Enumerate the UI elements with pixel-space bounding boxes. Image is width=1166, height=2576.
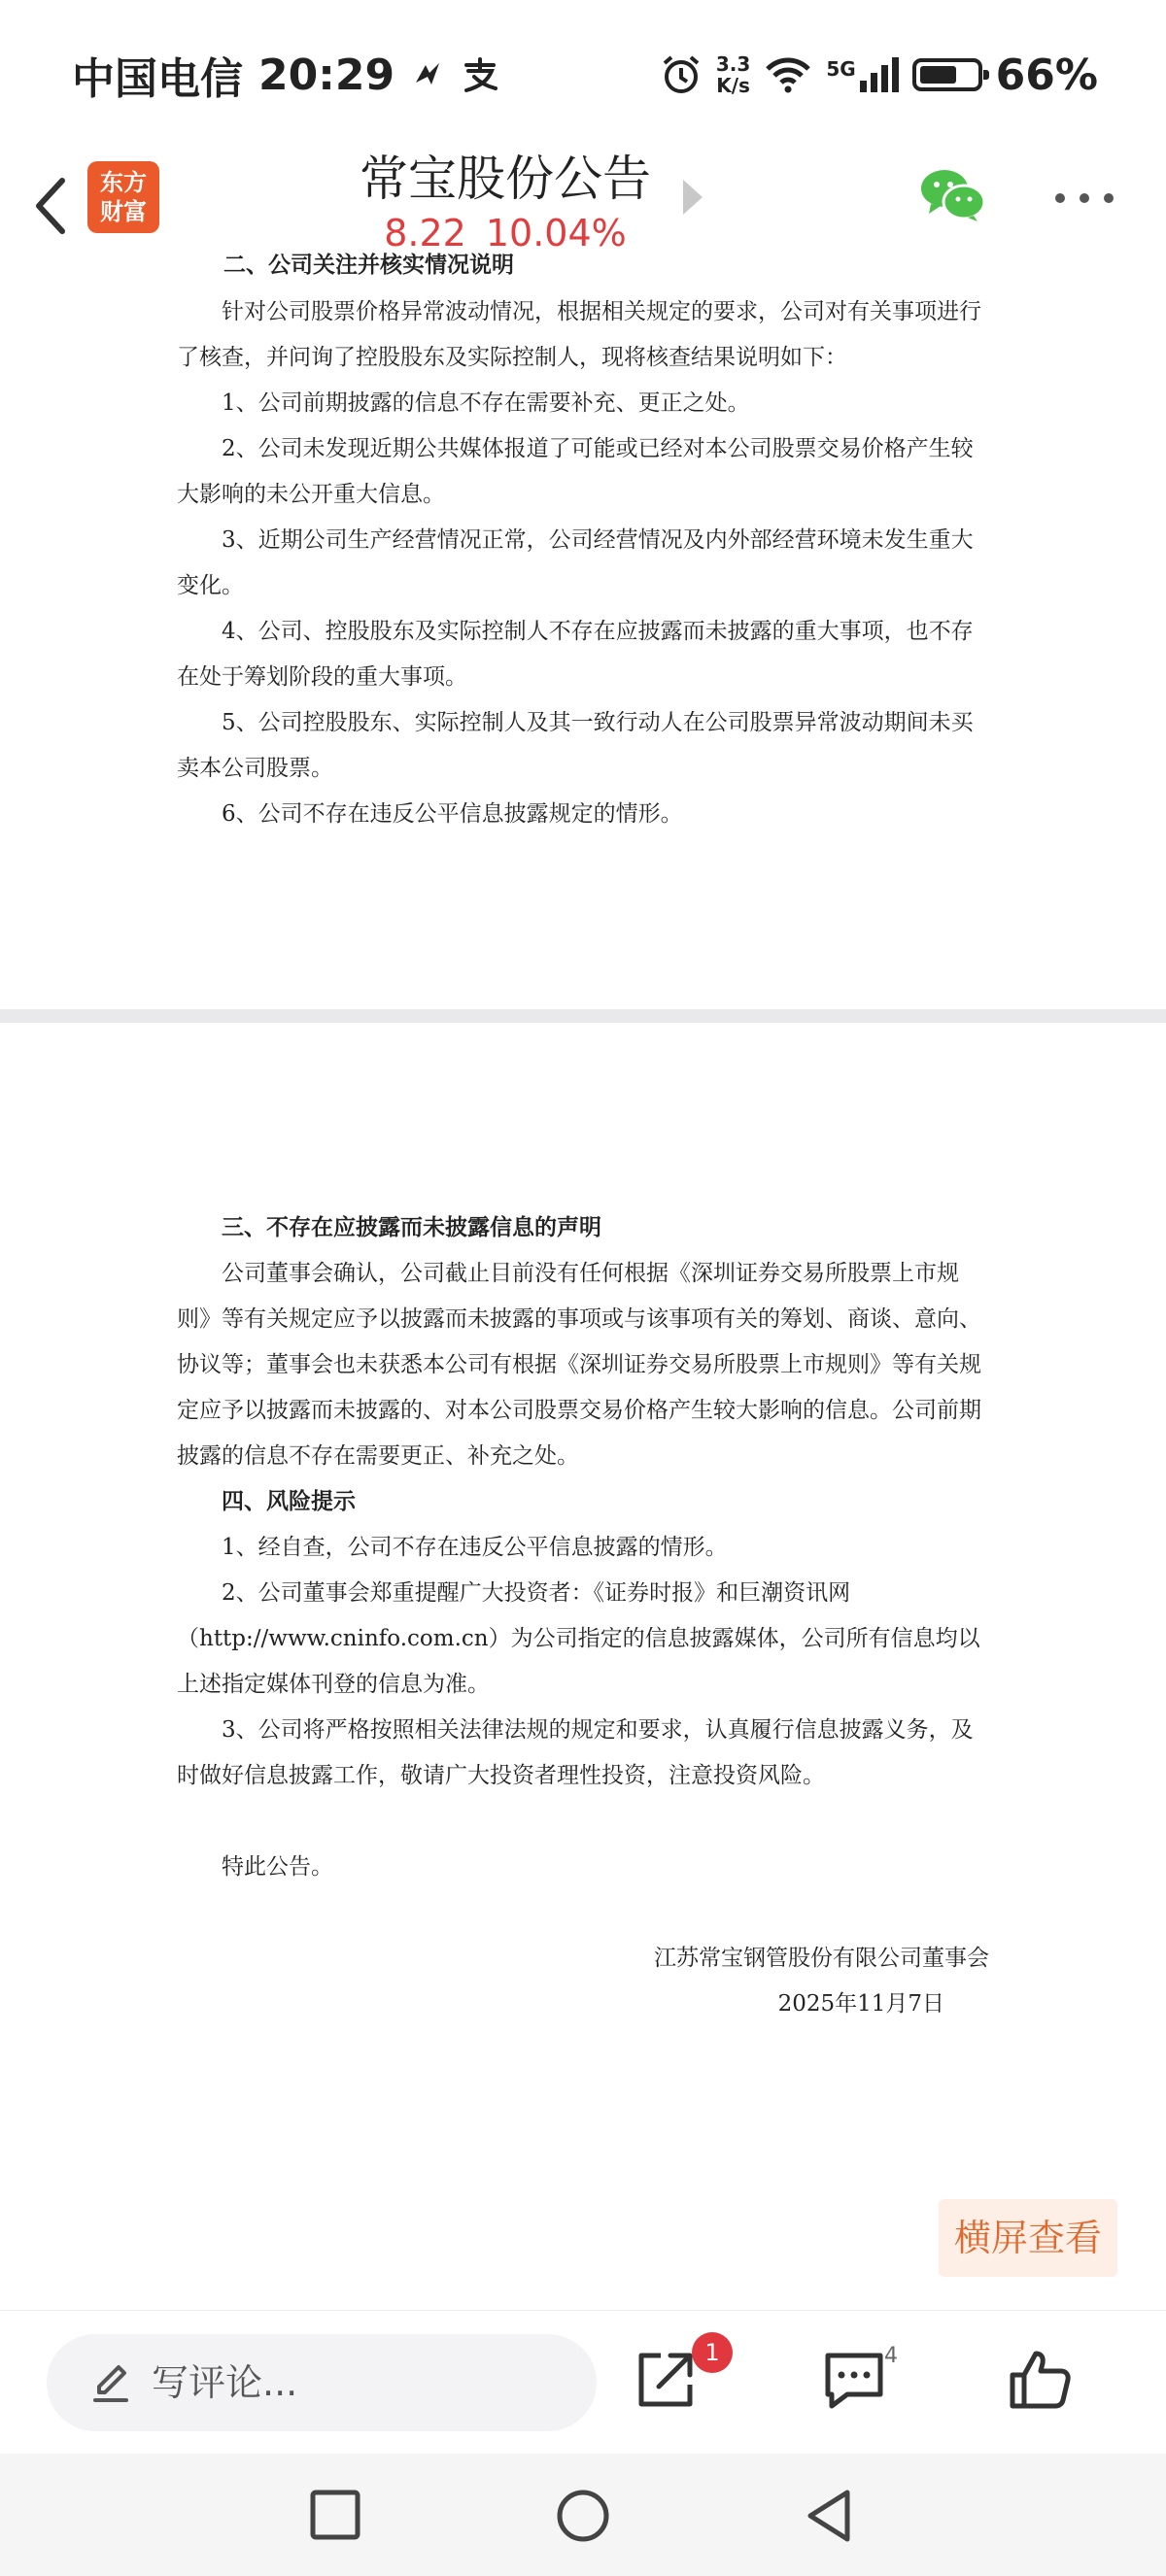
network-type: 5G bbox=[826, 57, 856, 81]
status-right bbox=[660, 43, 1098, 107]
notification-icon bbox=[410, 57, 445, 92]
comment-placeholder: 写评论... bbox=[152, 2361, 298, 2404]
share-icon[interactable] bbox=[632, 2346, 700, 2414]
comment-input[interactable] bbox=[47, 2334, 597, 2431]
paragraph: 2、公司董事会郑重提醒广大投资者：《证券时报》和巨潮资讯网（http://www.cninfo.com.cn）为公司指定的信息披露媒体，公司所有信息均以上述指定媒体刊登的信息为准。 bbox=[177, 1580, 980, 1697]
status-left bbox=[72, 43, 499, 107]
section-heading-cut: 二、公司关注并核实情况说明 bbox=[223, 253, 514, 278]
announcement-document bbox=[0, 253, 1166, 2310]
system-nav-bar bbox=[0, 2454, 1166, 2576]
signal-bar bbox=[881, 65, 888, 92]
home-icon[interactable] bbox=[556, 2489, 610, 2543]
paragraph: 3、公司将严格按照相关法律法规的规定和要求，认真履行信息披露义务，及时做好信息披露工作，敬请广大投资者理性投资，注意投资风险。 bbox=[177, 1717, 974, 1788]
more-icon[interactable] bbox=[1055, 188, 1114, 208]
play-icon[interactable] bbox=[683, 180, 703, 215]
share-badge: 1 bbox=[692, 2332, 733, 2373]
wifi-icon bbox=[764, 55, 812, 94]
battery-level: 66% bbox=[995, 50, 1098, 100]
battery-icon bbox=[912, 58, 982, 91]
app-header bbox=[0, 146, 1166, 267]
page-separator bbox=[0, 1009, 1166, 1023]
section-heading: 四、风险提示 bbox=[222, 1489, 356, 1514]
paragraph: 公司董事会确认，公司截止目前没有任何根据《深圳证券交易所股票上市规则》等有关规定应予以披露而未披露的事项或与该事项有关的筹划、商谈、意向、协议等；董事会也未获悉本公司有根据《深圳证券交易所股票上市规则》等有关规定应予以披露而未披露的、对本公司股票交易价格产生较大影响的信息。公司前期披露的信息不存在需要更正、补充之处。 bbox=[177, 1261, 981, 1469]
section-heading: 三、不存在应披露而未披露信息的声明 bbox=[222, 1215, 601, 1240]
signature: 江苏常宝钢管股份有限公司董事会 bbox=[654, 1946, 989, 1971]
logo-line1: 东方 bbox=[100, 169, 147, 196]
status-bar bbox=[0, 0, 1166, 146]
paragraph: 2、公司未发现近期公共媒体报道了可能或已经对本公司股票交易价格产生较大影响的未公开重大信息。 bbox=[177, 436, 974, 507]
wechat-icon[interactable] bbox=[919, 167, 987, 223]
logo-line2: 财富 bbox=[100, 198, 147, 225]
bottom-action-bar bbox=[0, 2310, 1166, 2455]
title-block[interactable] bbox=[292, 146, 719, 256]
signal-bar bbox=[892, 57, 899, 92]
clock: 20:29 bbox=[258, 50, 395, 100]
signal-bar bbox=[871, 73, 877, 92]
pen-icon bbox=[89, 2359, 132, 2406]
announcement-date: 2025年11月7日 bbox=[777, 1991, 944, 2017]
signal-bar bbox=[860, 81, 867, 92]
page-title: 常宝股份公告 bbox=[360, 151, 651, 207]
paragraph: 4、公司、控股股东及实际控制人不存在应披露而未披露的重大事项，也不存在处于筹划阶段的重大事项。 bbox=[177, 619, 974, 690]
paragraph: 5、公司控股股东、实际控制人及其一致行动人在公司股票异常波动期间未买卖本公司股票。 bbox=[177, 710, 974, 781]
speed-unit: K/s bbox=[716, 74, 750, 97]
carrier-label: 中国电信 bbox=[72, 54, 243, 104]
network-speed bbox=[716, 53, 750, 96]
recent-apps-icon[interactable] bbox=[309, 2489, 361, 2541]
app-logo[interactable] bbox=[87, 161, 159, 233]
comment-count: 4 bbox=[884, 2344, 898, 2368]
alarm-icon bbox=[660, 53, 703, 96]
paragraph: 1、公司前期披露的信息不存在需要补充、更正之处。 bbox=[222, 390, 750, 416]
closing-text: 特此公告。 bbox=[222, 1854, 333, 1880]
speed-value: 3.3 bbox=[715, 52, 751, 76]
stock-change: 10.04% bbox=[485, 212, 627, 254]
nav-back-icon[interactable] bbox=[805, 2489, 853, 2543]
paragraph: 1、经自查，公司不存在违反公平信息披露的情形。 bbox=[222, 1535, 728, 1560]
stock-price: 8.22 bbox=[384, 212, 466, 254]
cell-signal bbox=[826, 57, 898, 92]
like-icon[interactable] bbox=[1007, 2346, 1075, 2414]
back-icon[interactable] bbox=[23, 167, 82, 245]
paragraph: 3、近期公司生产经营情况正常，公司经营情况及内外部经营环境未发生重大变化。 bbox=[177, 527, 974, 598]
alipay-icon bbox=[461, 57, 499, 92]
paragraph: 6、公司不存在违反公平信息披露规定的情形。 bbox=[222, 801, 683, 827]
paragraph: 针对公司股票价格异常波动情况，根据相关规定的要求，公司对有关事项进行了核查，并问询了控股股东及实际控制人，现将核查结果说明如下： bbox=[177, 299, 981, 370]
comment-icon[interactable] bbox=[820, 2346, 888, 2414]
landscape-view-button[interactable]: 横屏查看 bbox=[939, 2199, 1117, 2277]
